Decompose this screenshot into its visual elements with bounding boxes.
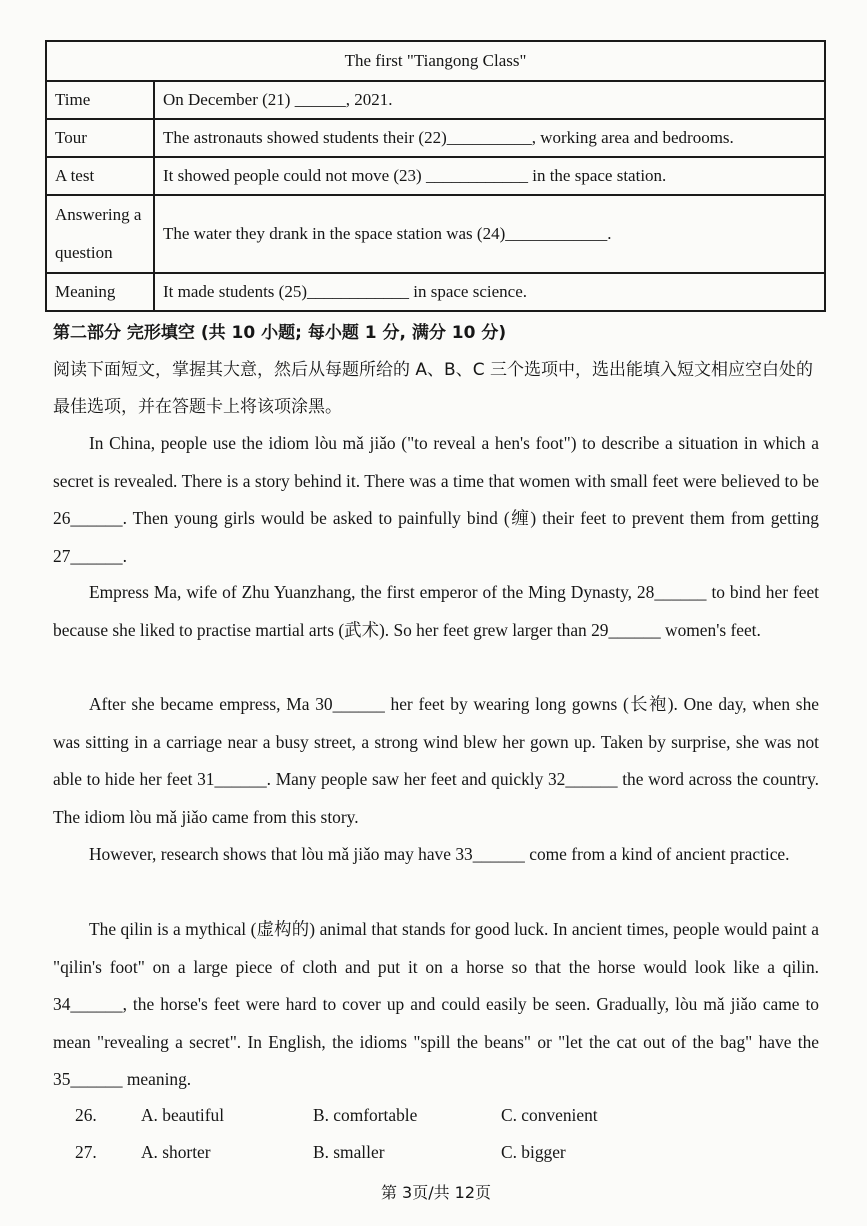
row-label-meaning: Meaning xyxy=(46,273,154,311)
option-c: C. bigger xyxy=(501,1142,566,1162)
option-a: A. shorter xyxy=(141,1142,211,1162)
section-instructions: 阅读下面短文，掌握其大意，然后从每题所给的 A、B、C 三个选项中，选出能填入短文相应空白处的最佳选项，并在答题卡上将该项涂黑。 xyxy=(53,360,813,417)
row-text-meaning: It made students (25)____________ in space science. xyxy=(154,273,825,311)
row-text-time: On December (21) ______, 2021. xyxy=(154,81,825,119)
question-number: 26. xyxy=(75,1105,97,1125)
row-label-question: Answering a question xyxy=(46,195,154,273)
option-b: B. smaller xyxy=(313,1142,385,1162)
passage-paragraph: Empress Ma, wife of Zhu Yuanzhang, the first emperor of the Ming Dynasty, 28______ to bind her feet because she liked to practise martial arts (武术). So her feet grew larger than 29______ women's feet. xyxy=(53,582,819,640)
option-c: C. convenient xyxy=(501,1105,598,1125)
table-title: The first "Tiangong Class" xyxy=(46,41,825,81)
answer-options xyxy=(53,1101,819,1175)
section-heading: 第二部分 完形填空 (共 10 小题; 每小题 1 分, 满分 10 分) xyxy=(53,323,507,343)
option-b: B. comfortable xyxy=(313,1105,418,1125)
row-text-test: It showed people could not move (23) ____________ in the space station. xyxy=(154,157,825,195)
row-text-tour: The astronauts showed students their (22)__________, working area and bedrooms. xyxy=(154,119,825,157)
option-a: A. beautiful xyxy=(141,1105,225,1125)
passage-paragraph: In China, people use the idiom lòu mǎ jiǎo ("to reveal a hen's foot") to describe a situation in which a secret is revealed. There is a story behind it. There was a time that women with small feet were believed to be 26______. Then young girls would be asked to painfully bind (缠) their feet to prevent them from getting 27______. xyxy=(53,433,819,566)
page-number: 第 3页/共 12页 xyxy=(380,1183,492,1202)
passage-paragraph: The qilin is a mythical (虚构的) animal that stands for good luck. In ancient times, people would paint a "qilin's foot" on a large piece of cloth and put it on a horse so that the horse would look like a qilin. 34______, the horse's feet were hard to cover up and could easily be seen. Gradually, lòu mǎ jiǎo came to mean "revealing a secret". In English, the idioms "spill the beans" or "let the cat out of the bag" have the 35______ meaning. xyxy=(53,919,819,1089)
passage-paragraph: After she became empress, Ma 30______ her feet by wearing long gowns (长袍). One day, when she was sitting in a carriage near a busy street, a strong wind blew her gown up. Taken by surprise, she was not able to hide her feet 31______. Many people saw her feet and quickly 32______ the word across the country. The idiom lòu mǎ jiǎo came from this story. xyxy=(53,694,819,827)
row-label-tour: Tour xyxy=(46,119,154,157)
question-27 xyxy=(53,1138,819,1175)
row-label-test: A test xyxy=(46,157,154,195)
row-label-time: Time xyxy=(46,81,154,119)
question-number: 27. xyxy=(75,1142,97,1162)
row-text-question: The water they drank in the space station was (24)____________. xyxy=(154,195,825,273)
info-table xyxy=(45,40,826,312)
question-26 xyxy=(53,1101,819,1138)
passage-paragraph: However, research shows that lòu mǎ jiǎo may have 33______ come from a kind of ancient practice. xyxy=(89,844,790,864)
